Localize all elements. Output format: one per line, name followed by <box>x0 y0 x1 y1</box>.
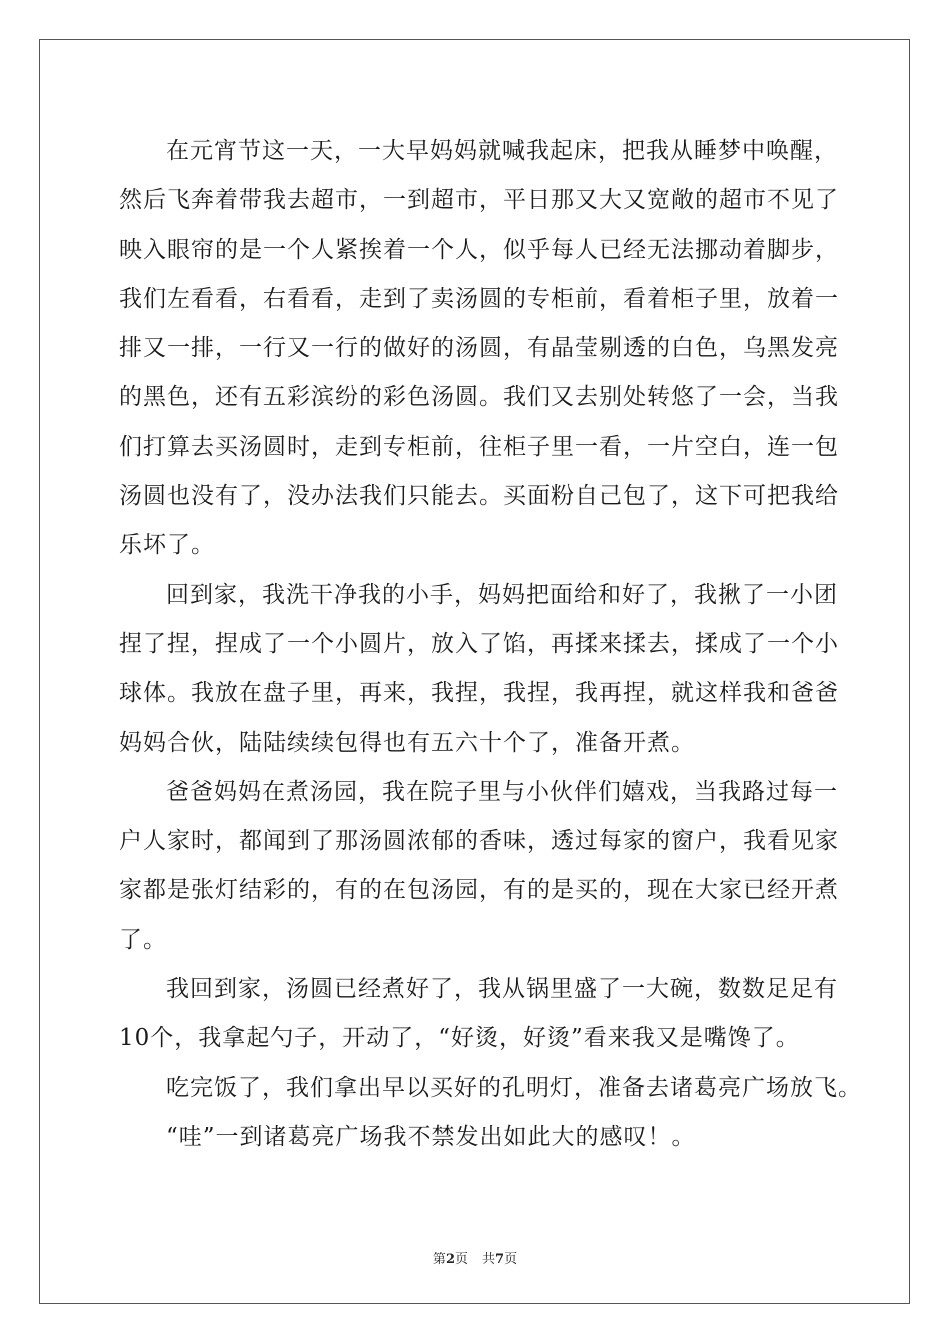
paragraph-2-line-1: 回到家，我洗干净我的小手，妈妈把面给和好了，我揪了一小团 <box>166 581 838 608</box>
total-suffix: 页 <box>504 1252 518 1267</box>
paragraph-1-line-8: 汤圆也没有了，没办法我们只能去。买面粉自己包了，这下可把我给 <box>119 483 839 510</box>
paragraph-1-line-9: 乐坏了。 <box>119 532 215 559</box>
paragraph-2-line-2: 捏了捏，捏成了一个小圆片，放入了馅，再揉来揉去，揉成了一个小 <box>119 630 839 657</box>
total-prefix: 共 <box>482 1252 496 1267</box>
total-pages: 7 <box>495 1252 505 1267</box>
paragraph-1-line-3: 映入眼帘的是一个人紧挨着一个人，似乎每人已经无法挪动着脚步， <box>119 236 839 263</box>
paragraph-5-line-1: 吃完饭了，我们拿出早以买好的孔明灯，准备去诸葛亮广场放飞。 <box>166 1074 862 1101</box>
paragraph-3-line-3: 家都是张灯结彩的，有的在包汤园，有的是买的，现在大家已经开煮 <box>119 877 839 904</box>
paragraph-3-line-2: 户人家时，都闻到了那汤圆浓郁的香味，透过每家的窗户，我看见家 <box>119 828 839 855</box>
page-prefix: 第 <box>432 1252 446 1267</box>
paragraph-2-line-3: 球体。我放在盘子里，再来，我捏，我捏，我再捏，就这样我和爸爸 <box>119 680 839 707</box>
paragraph-1-line-4: 我们左看看，右看看，走到了卖汤圆的专柜前，看着柜子里，放着一 <box>119 285 839 312</box>
paragraph-1-line-1: 在元宵节这一天，一大早妈妈就喊我起床，把我从睡梦中唤醒， <box>166 138 838 164</box>
paragraph-6-line-1: “哇”一到诸葛亮广场我不禁发出如此大的感叹！。 <box>166 1123 696 1150</box>
page-footer <box>0 1248 950 1267</box>
paragraph-1-line-2: 然后飞奔着带我去超市，一到超市，平日那又大又宽敞的超市不见了 <box>119 187 839 214</box>
page-suffix: 页 <box>454 1252 468 1267</box>
paragraph-2-line-4: 妈妈合伙，陆陆续续包得也有五六十个了，准备开煮。 <box>119 729 695 756</box>
paragraph-1-line-7: 们打算去买汤圆时，走到专柜前，往柜子里一看，一片空白，连一包 <box>119 433 839 460</box>
paragraph-1-line-5: 排又一排，一行又一行的做好的汤圆，有晶莹剔透的白色，乌黑发亮 <box>119 335 839 362</box>
paragraph-3-line-4: 了。 <box>119 926 167 953</box>
paragraph-3-line-1: 爸爸妈妈在煮汤园，我在院子里与小伙伴们嬉戏，当我路过每一 <box>166 778 838 805</box>
paragraph-1-line-6: 的黑色，还有五彩滨纷的彩色汤圆。我们又去别处转悠了一会，当我 <box>119 384 839 411</box>
page-number: 2 <box>445 1252 455 1267</box>
document-body <box>119 127 862 1162</box>
paragraph-4-line-2: 10个，我拿起勺子，开动了，“好烫，好烫”看来我又是嘴馋了。 <box>119 1025 800 1052</box>
paragraph-4-line-1: 我回到家，汤圆已经煮好了，我从锅里盛了一大碗，数数足足有 <box>166 976 838 1003</box>
